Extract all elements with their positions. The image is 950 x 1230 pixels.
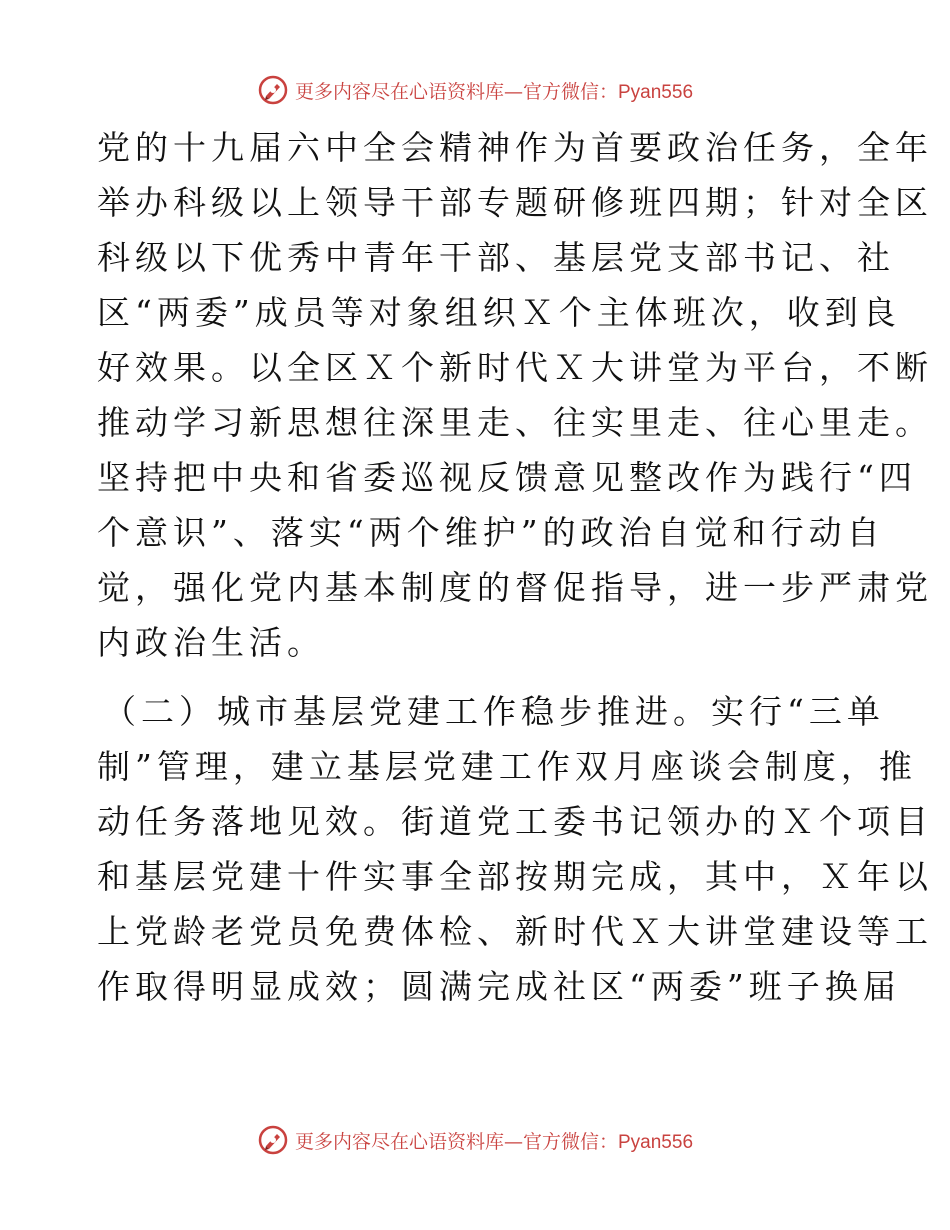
watermark-text: 更多内容尽在心语资料库—官方微信：Pyan556 — [294, 1130, 694, 1153]
watermark-text: 更多内容尽在心语资料库—官方微信：Pyan556 — [294, 80, 694, 103]
text-line: 上党龄老党员免费体检、新时代Ｘ大讲堂建设等工 — [97, 912, 933, 951]
text-line: 内政治生活。 — [97, 623, 325, 662]
red-circle-pen-logo-icon — [257, 74, 289, 106]
text-line: 动任务落地见效。街道党工委书记领办的Ｘ个项目 — [97, 802, 933, 841]
text-line: 制”管理，建立基层党建工作双月座谈会制度，推 — [97, 747, 917, 786]
text-line: 好效果。以全区Ｘ个新时代Ｘ大讲堂为平台，不断 — [97, 348, 933, 387]
footer-watermark — [0, 1122, 950, 1158]
body-text — [97, 120, 933, 1014]
text-line: 党的十九届六中全会精神作为首要政治任务，全年 — [97, 128, 933, 167]
text-line: 区“两委”成员等对象组织Ｘ个主体班次，收到良 — [97, 293, 901, 332]
paragraph-gap — [97, 670, 857, 684]
text-line: 推动学习新思想往深里走、往实里走、往心里走。 — [97, 403, 933, 442]
paragraph-1 — [97, 120, 933, 670]
text-line: 举办科级以上领导干部专题研修班四期；针对全区 — [97, 183, 933, 222]
text-line: （二）城市基层党建工作稳步推进。实行“三单 — [103, 692, 885, 731]
text-line: 和基层党建十件实事全部按期完成，其中，Ｘ年以 — [97, 857, 933, 896]
text-line: 坚持把中央和省委巡视反馈意见整改作为践行“四 — [97, 458, 917, 497]
header-watermark — [0, 72, 950, 108]
text-line: 作取得明显成效；圆满完成社区“两委”班子换届 — [97, 967, 901, 1006]
text-line: 科级以下优秀中青年干部、基层党支部书记、社 — [97, 238, 895, 277]
paragraph-2 — [97, 684, 933, 1014]
text-line: 个意识”、落实“两个维护”的政治自觉和行动自 — [97, 513, 885, 552]
text-line: 觉，强化党内基本制度的督促指导，进一步严肃党 — [97, 568, 933, 607]
red-circle-pen-logo-icon — [257, 1124, 289, 1156]
